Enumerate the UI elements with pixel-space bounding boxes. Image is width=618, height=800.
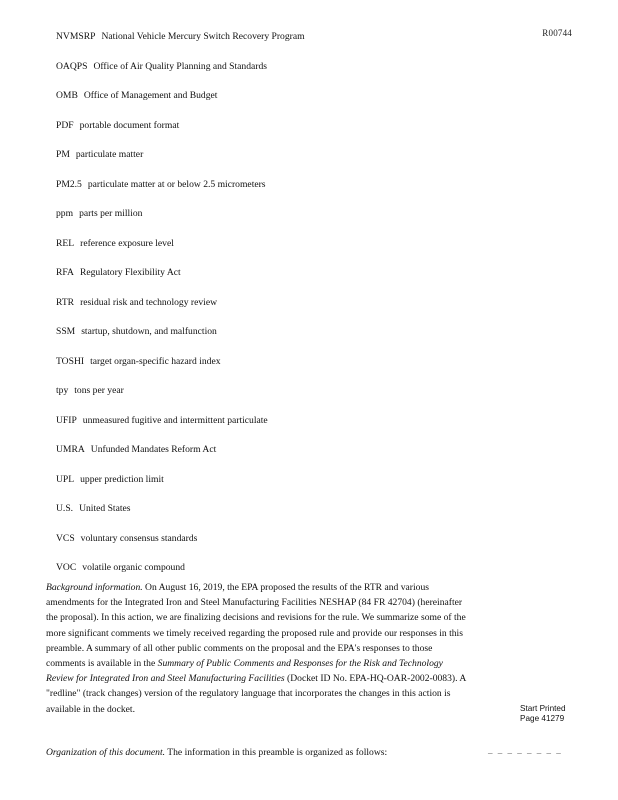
- printed-page-note: [520, 704, 596, 724]
- acronym-definition: Regulatory Flexibility Act: [79, 267, 181, 278]
- acronym-row: [56, 148, 576, 178]
- acronym-row: [56, 384, 576, 414]
- acronym-term: VOC: [56, 562, 77, 573]
- acronym-term: UMRA: [56, 444, 85, 455]
- acronym-term: REL: [56, 237, 75, 249]
- acronym-definition: unmeasured fugitive and intermittent particulate: [82, 414, 268, 426]
- acronym-term: RTR: [56, 296, 75, 308]
- organization-paragraph: [46, 745, 470, 760]
- acronym-row: [56, 414, 576, 444]
- acronym-list: [56, 30, 576, 591]
- page-mark: – – – – – – – –: [488, 748, 563, 758]
- acronym-row: [56, 119, 576, 149]
- acronym-term: OAQPS: [56, 60, 88, 72]
- acronym-row: [56, 443, 576, 473]
- acronym-term: SSM: [56, 326, 76, 337]
- acronym-definition: particulate matter: [75, 149, 144, 160]
- acronym-term: VCS: [56, 532, 75, 544]
- acronym-term: tpy: [56, 385, 69, 396]
- acronym-row: [56, 532, 576, 562]
- acronym-definition: Unfunded Mandates Reform Act: [90, 444, 217, 455]
- background-heading: Background information.: [46, 582, 143, 593]
- acronym-row: [56, 89, 576, 119]
- acronym-term: PDF: [56, 119, 74, 131]
- acronym-row: [56, 473, 576, 503]
- acronym-definition: target organ-specific hazard index: [90, 355, 221, 367]
- acronym-term: TOSHI: [56, 355, 85, 367]
- acronym-definition: residual risk and technology review: [80, 296, 218, 308]
- acronym-row: [56, 237, 576, 267]
- acronym-definition: portable document format: [79, 119, 180, 131]
- acronym-row: [56, 355, 576, 385]
- acronym-term: PM: [56, 149, 70, 160]
- background-title-italic: Summary of Public Comments and Responses for the Risk and Technology Review for Integrated Iron and Steel Manufacturing Facilities: [46, 658, 443, 685]
- organization-text: The information in this preamble is organized as follows:: [165, 747, 388, 758]
- organization-heading: Organization of this document.: [46, 747, 166, 758]
- acronym-definition: reference exposure level: [80, 237, 174, 249]
- background-text-2: (Docket ID No. EPA-HQ-OAR-2002-0083). A "redline" (track changes) version of the regulatory language that incorporates the changes in this action is available in the docket.: [46, 673, 466, 715]
- acronym-term: RFA: [56, 267, 74, 278]
- acronym-definition: United States: [79, 503, 131, 514]
- acronym-row: [56, 325, 576, 355]
- background-text-1: On August 16, 2019, the EPA proposed the results of the RTR and various amendments for the Integrated Iron and Steel Manufacturing Facilities NESHAP (84 FR 42704) (hereinafter the proposal). In this action, we are finalizing decisions and revisions for the rule. We summarize some of the more significant comments we timely received regarding the proposed rule and provide our responses in this preamble. A summary of all other public comments on the proposal and the EPA's responses to those comments is available in the: [46, 582, 466, 670]
- acronym-row: [56, 60, 576, 90]
- acronym-definition: Office of Air Quality Planning and Standards: [93, 60, 268, 72]
- acronym-term: NVMSRP: [56, 31, 96, 42]
- acronym-definition: volatile organic compound: [82, 562, 185, 573]
- printed-page-line-2: Page 41279: [520, 714, 565, 723]
- acronym-term: UFIP: [56, 414, 77, 426]
- acronym-row: [56, 207, 576, 237]
- acronym-definition: upper prediction limit: [80, 473, 164, 485]
- acronym-term: U.S.: [56, 503, 74, 514]
- acronym-row: [56, 502, 576, 532]
- acronym-term: ppm: [56, 208, 74, 219]
- acronym-row: [56, 178, 576, 208]
- background-paragraph: [46, 580, 470, 717]
- acronym-definition: particulate matter at or below 2.5 micrometers: [87, 178, 266, 190]
- acronym-row: [56, 296, 576, 326]
- acronym-definition: voluntary consensus standards: [80, 532, 198, 544]
- acronym-term: UPL: [56, 473, 75, 485]
- acronym-definition: startup, shutdown, and malfunction: [81, 326, 217, 337]
- document-id: R00744: [542, 28, 572, 38]
- printed-page-line-1: Start Printed: [520, 704, 566, 713]
- acronym-row: [56, 266, 576, 296]
- acronym-definition: parts per million: [79, 208, 143, 219]
- acronym-term: PM2.5: [56, 178, 82, 190]
- acronym-definition: National Vehicle Mercury Switch Recovery Program: [101, 31, 305, 42]
- acronym-term: OMB: [56, 90, 78, 101]
- acronym-definition: Office of Management and Budget: [83, 90, 218, 101]
- acronym-row: [56, 30, 576, 60]
- acronym-definition: tons per year: [74, 385, 124, 396]
